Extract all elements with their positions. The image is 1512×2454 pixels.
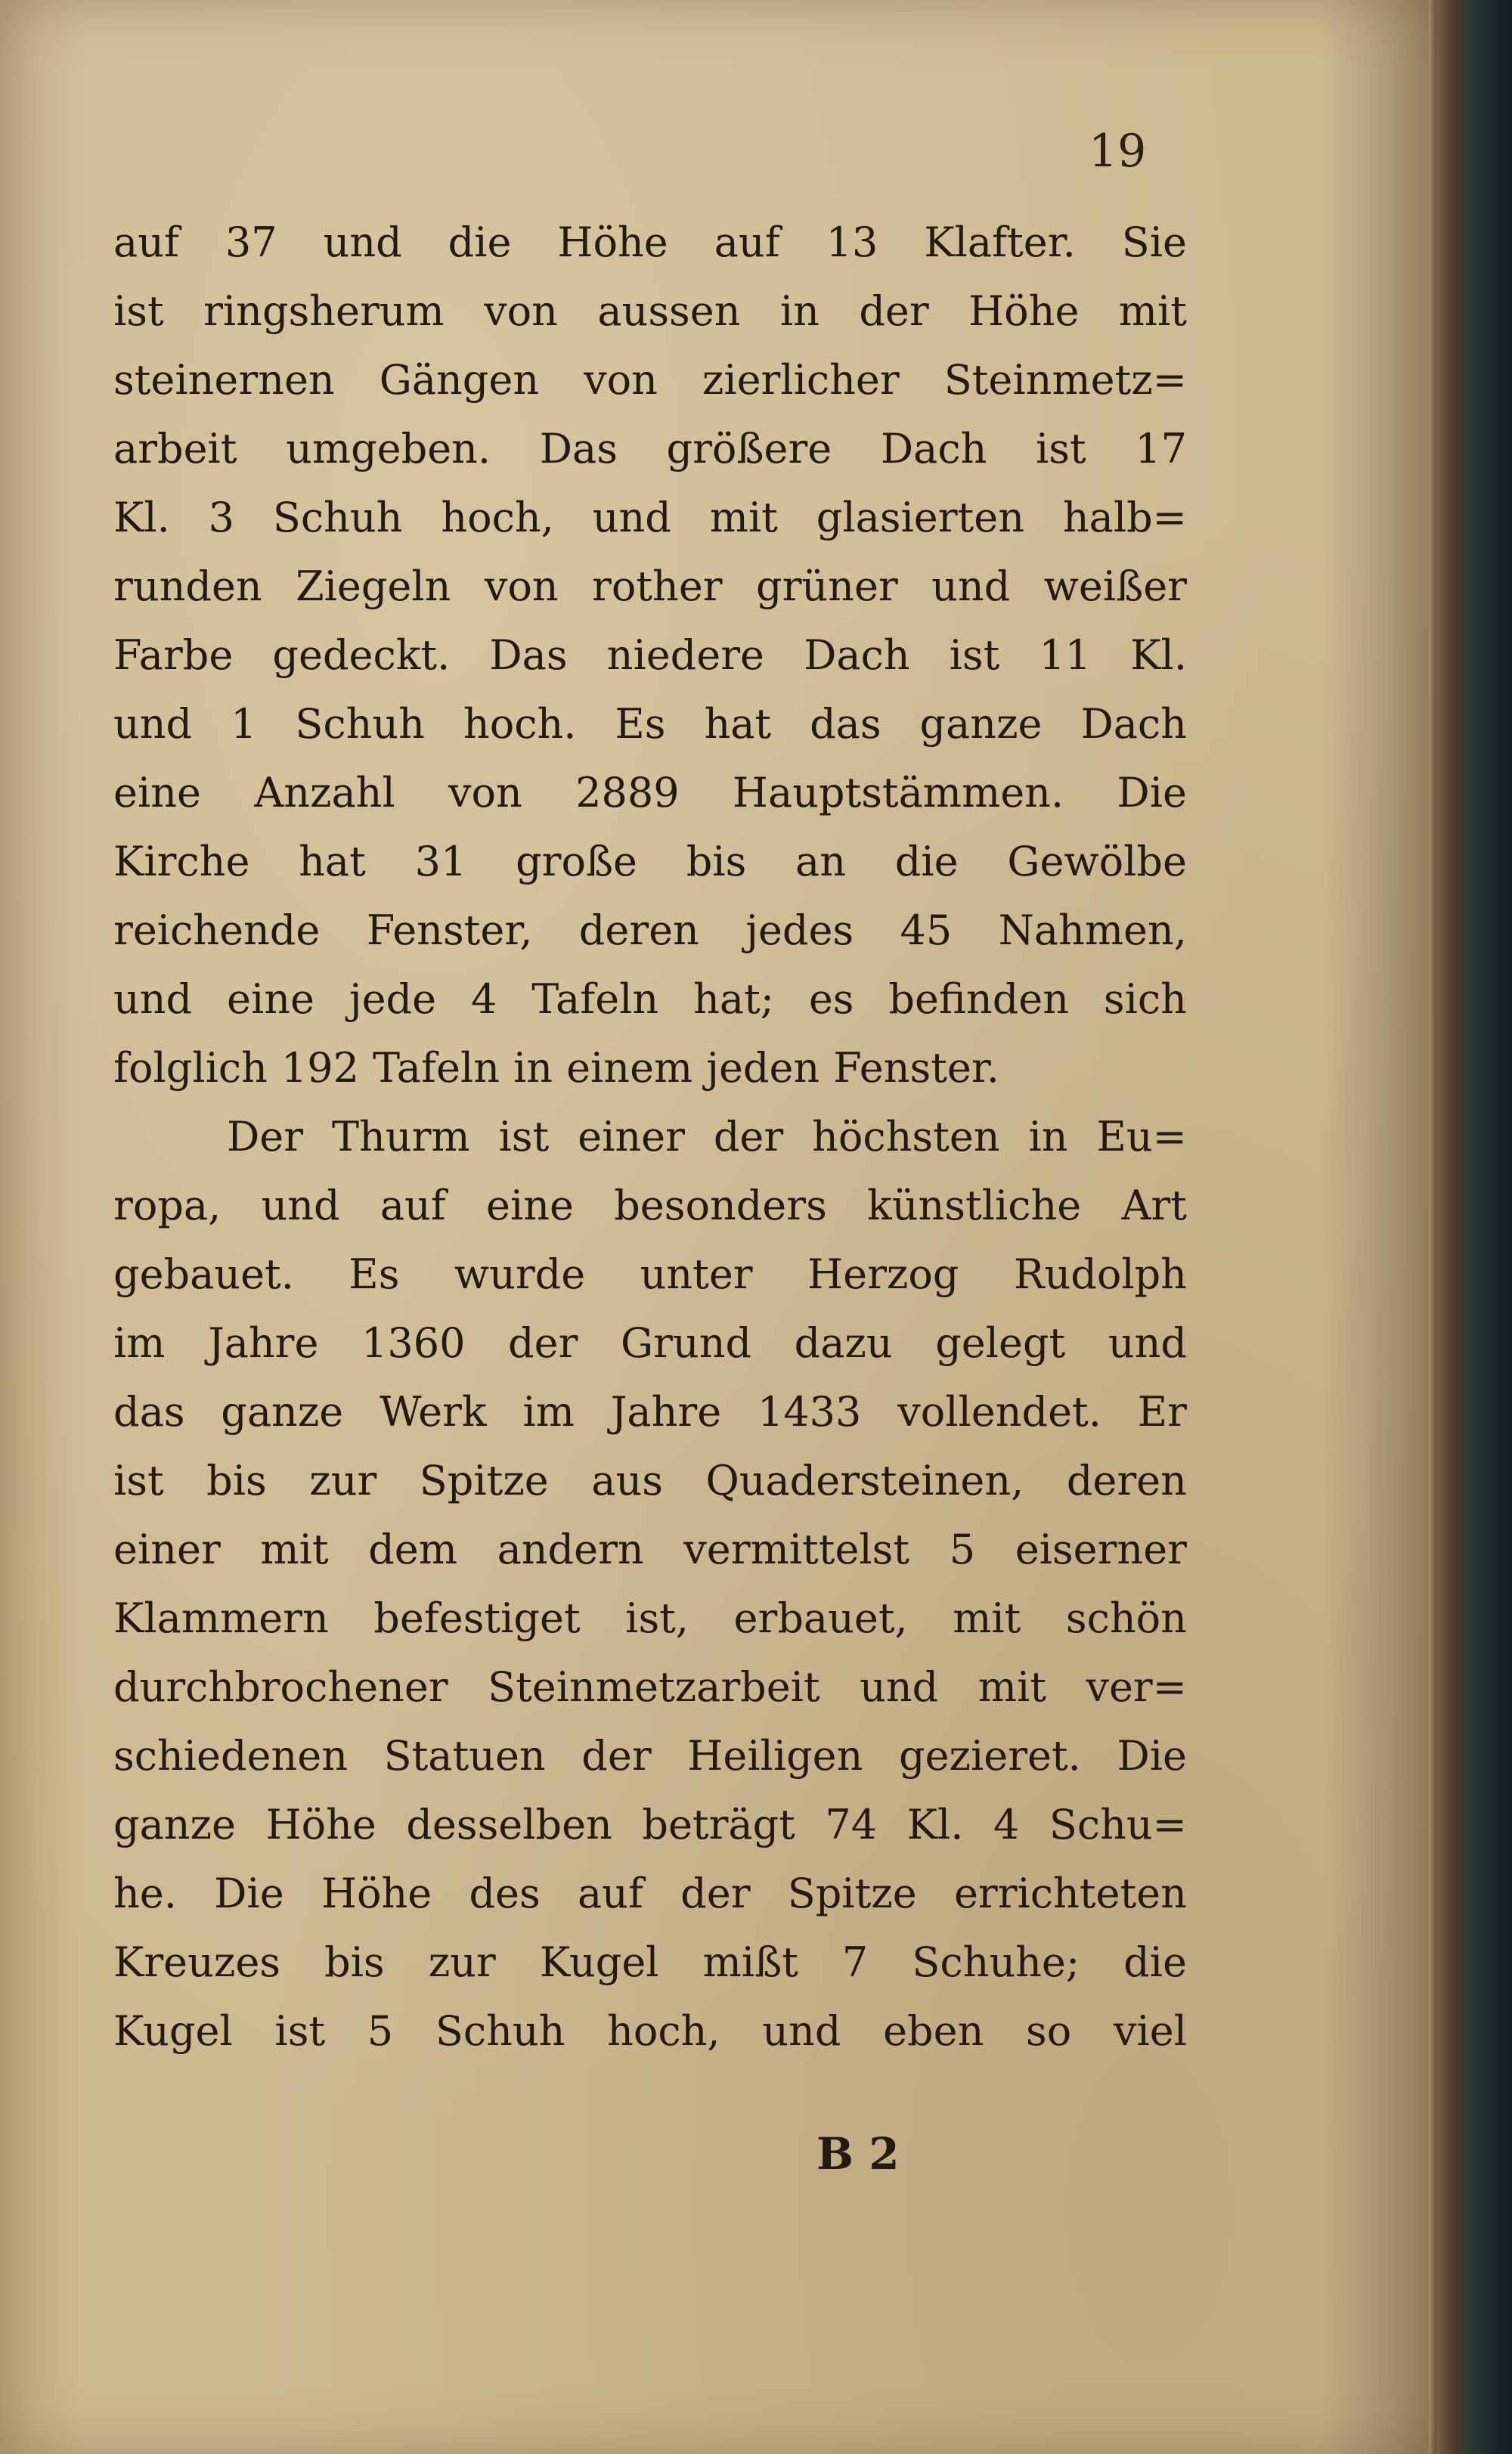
word: Höhe	[557, 218, 668, 266]
word: mit	[260, 1526, 329, 1573]
word: halb=	[1062, 494, 1187, 541]
word: von	[584, 356, 658, 404]
word: Dach	[804, 631, 910, 679]
word: im	[113, 1319, 166, 1367]
word: Die	[1117, 1732, 1187, 1780]
word: ist	[113, 1457, 164, 1504]
word: Tafeln	[372, 1044, 500, 1092]
word: und	[1108, 1319, 1187, 1367]
word: Herzog	[807, 1250, 959, 1298]
text-line	[113, 1240, 1187, 1309]
word: gelegt	[935, 1319, 1066, 1367]
text-line	[113, 552, 1187, 621]
word: 1433	[757, 1388, 862, 1436]
word: eine	[113, 769, 201, 816]
word: ist,	[625, 1594, 689, 1642]
word: umgeben.	[286, 425, 491, 473]
word: von	[484, 562, 559, 610]
text-line	[113, 1171, 1187, 1240]
word: im	[522, 1388, 575, 1436]
word: und	[860, 1663, 939, 1711]
word: Er	[1137, 1388, 1187, 1436]
word: arbeit	[113, 425, 237, 473]
word: eine	[486, 1182, 574, 1229]
word: aussen	[597, 287, 741, 335]
text-line	[113, 827, 1187, 896]
text-line	[113, 1309, 1187, 1377]
text-line	[113, 896, 1187, 965]
word: mit	[978, 1663, 1046, 1711]
word: folglich	[113, 1044, 268, 1092]
word: an	[795, 838, 847, 885]
word: Steinmetzarbeit	[488, 1663, 820, 1711]
word: Eu=	[1096, 1113, 1187, 1160]
word: 4	[993, 1801, 1020, 1848]
word: der	[859, 287, 929, 335]
word: Kl.	[113, 494, 170, 541]
word: wurde	[454, 1250, 586, 1298]
word: viel	[1113, 2007, 1187, 2055]
text-line	[113, 1102, 1187, 1171]
word: in	[1028, 1113, 1068, 1160]
word: Gewölbe	[1007, 838, 1187, 885]
word: 17	[1135, 425, 1187, 473]
word: zur	[428, 1938, 496, 1986]
word: die	[1123, 1938, 1187, 1986]
word: Spitze	[787, 1870, 917, 1917]
word: rother	[592, 562, 723, 610]
word: mit	[953, 1594, 1021, 1642]
word: auf	[577, 1870, 643, 1917]
text-line	[113, 1584, 1187, 1653]
word: Werk	[380, 1388, 487, 1436]
word: und	[931, 562, 1011, 610]
word: ist	[274, 2007, 326, 2055]
word: ganze	[113, 1801, 236, 1848]
word: Kirche	[113, 838, 250, 885]
word: gebauet.	[113, 1250, 294, 1298]
word: Fenster,	[366, 906, 533, 954]
word: andern	[497, 1526, 644, 1573]
signature-mark: B 2	[816, 2128, 900, 2180]
word: zur	[309, 1457, 377, 1504]
word: eiserner	[1015, 1526, 1187, 1573]
word: Schuh	[272, 494, 403, 541]
word: der	[713, 1113, 784, 1160]
word: ist	[1035, 425, 1086, 473]
text-line	[113, 1721, 1187, 1790]
word: 3	[208, 494, 235, 541]
word: die	[894, 838, 959, 885]
text-line	[113, 758, 1187, 827]
word: glasierten	[816, 494, 1024, 541]
word: schön	[1065, 1594, 1187, 1642]
word: beträgt	[642, 1801, 795, 1848]
word: reichende	[113, 906, 321, 954]
word: auf	[113, 218, 179, 266]
word: bis	[686, 838, 747, 885]
text-line	[113, 483, 1187, 552]
word: Schuhe;	[912, 1938, 1080, 1986]
word: hat	[704, 700, 772, 748]
text-line	[113, 689, 1187, 758]
word: 31	[414, 838, 467, 885]
word: 5	[949, 1526, 976, 1573]
word: 74	[825, 1801, 878, 1848]
word: jeden	[706, 1044, 820, 1092]
word: auf	[714, 218, 780, 266]
word: Die	[214, 1870, 284, 1917]
body-text	[113, 208, 1187, 2065]
word: hat;	[693, 975, 774, 1023]
word: Quadersteinen,	[705, 1457, 1024, 1504]
word: Schuh	[295, 700, 425, 748]
word: mißt	[702, 1938, 798, 1986]
word: Das	[539, 425, 618, 473]
word: Klammern	[113, 1594, 329, 1642]
word: es	[808, 975, 854, 1023]
word: 1360	[361, 1319, 466, 1367]
word: unter	[640, 1250, 753, 1298]
word: hat	[299, 838, 366, 885]
word: Dach	[880, 425, 987, 473]
word: deren	[578, 906, 699, 954]
word: eine	[227, 975, 314, 1023]
word: ganze	[919, 700, 1043, 748]
word: höchsten	[812, 1113, 1000, 1160]
word: besonders	[614, 1182, 827, 1229]
text-line	[113, 1377, 1187, 1446]
word: und	[113, 700, 193, 748]
word: und	[261, 1182, 340, 1229]
text-line	[113, 621, 1187, 689]
word: sich	[1103, 975, 1187, 1023]
word: deren	[1066, 1457, 1187, 1504]
word: Hauptstämmen.	[732, 769, 1064, 816]
word: Farbe	[113, 631, 234, 679]
word: aus	[591, 1457, 663, 1504]
word: auf	[380, 1182, 446, 1229]
word: Statuen	[383, 1732, 546, 1780]
text-line	[113, 345, 1187, 414]
word: Höhe	[968, 287, 1080, 335]
book-binding	[1436, 0, 1512, 2454]
word: Kreuzes	[113, 1938, 281, 1986]
word: Höhe	[265, 1801, 376, 1848]
word: und	[323, 218, 402, 266]
text-line	[113, 1997, 1187, 2065]
word: Kugel	[113, 2007, 233, 2055]
text-line	[113, 277, 1187, 345]
word: bis	[206, 1457, 267, 1504]
word: Es	[349, 1250, 400, 1298]
word: Anzahl	[254, 769, 395, 816]
word: steinernen	[113, 356, 335, 404]
word: bis	[324, 1938, 385, 1986]
word: 11	[1039, 631, 1092, 679]
word: mit	[1118, 287, 1187, 335]
word: Schuh	[435, 2007, 565, 2055]
word: 13	[826, 218, 878, 266]
word: so	[1026, 2007, 1072, 2055]
word: Schu=	[1049, 1801, 1187, 1848]
word: Jahre	[208, 1319, 319, 1367]
word: der	[680, 1870, 751, 1917]
word: dazu	[794, 1319, 893, 1367]
word: Kugel	[539, 1938, 659, 1986]
word: das	[113, 1388, 185, 1436]
word: 4	[470, 975, 497, 1023]
word: Gängen	[379, 356, 540, 404]
word: hoch,	[607, 2007, 720, 2055]
word: einem	[566, 1044, 693, 1092]
word: 7	[841, 1938, 869, 1986]
word: einer	[113, 1526, 221, 1573]
word: Art	[1121, 1182, 1187, 1229]
word: in	[779, 287, 820, 335]
word: große	[516, 838, 637, 885]
word: Fenster.	[833, 1044, 999, 1092]
word: Höhe	[321, 1870, 432, 1917]
word: vermittelst	[683, 1526, 910, 1573]
word: 1	[231, 700, 257, 748]
word: Grund	[620, 1319, 752, 1367]
word: durchbrochener	[113, 1663, 448, 1711]
word: ist	[498, 1113, 550, 1160]
word: gedeckt.	[272, 631, 451, 679]
word: errichteten	[953, 1870, 1187, 1917]
word: 5	[367, 2007, 394, 2055]
word: zierlicher	[702, 356, 900, 404]
word: von	[448, 769, 522, 816]
word: Klafter.	[924, 218, 1076, 266]
word: ist	[949, 631, 1000, 679]
text-line	[113, 414, 1187, 483]
word: ropa,	[113, 1182, 222, 1229]
word: jedes	[745, 906, 854, 954]
word: befestiget	[373, 1594, 581, 1642]
text-line	[113, 1515, 1187, 1584]
word: Dach	[1080, 700, 1187, 748]
word: Das	[489, 631, 568, 679]
text-line	[113, 208, 1187, 277]
word: größere	[666, 425, 832, 473]
word: ist	[113, 287, 164, 335]
word: Kl.	[1130, 631, 1187, 679]
word: befinden	[888, 975, 1069, 1023]
word: Nahmen,	[998, 906, 1187, 954]
word: Heiligen	[687, 1732, 863, 1780]
word: Es	[615, 700, 666, 748]
word: desselben	[406, 1801, 612, 1848]
word: Jahre	[610, 1388, 722, 1436]
word: Spitze	[419, 1457, 549, 1504]
word: erbauet,	[733, 1594, 908, 1642]
word: Der	[227, 1113, 304, 1160]
word: Die	[1117, 769, 1187, 816]
word: in	[513, 1044, 553, 1092]
word: von	[484, 287, 558, 335]
word: 2889	[575, 769, 680, 816]
word: schiedenen	[113, 1732, 348, 1780]
word: he.	[113, 1870, 177, 1917]
word: einer	[578, 1113, 685, 1160]
word: künstliche	[867, 1182, 1082, 1229]
word: Steinmetz=	[943, 356, 1187, 404]
word: Tafeln	[531, 975, 659, 1023]
text-line	[113, 1653, 1187, 1721]
word: 192	[280, 1044, 359, 1092]
text-line	[113, 1033, 1187, 1102]
word: und	[762, 2007, 841, 2055]
text-line	[113, 965, 1187, 1033]
word: die	[448, 218, 512, 266]
word: eben	[883, 2007, 984, 2055]
word: jede	[349, 975, 437, 1023]
word: ganze	[221, 1388, 344, 1436]
word: weißer	[1043, 562, 1187, 610]
word: 45	[900, 906, 953, 954]
word: der	[581, 1732, 652, 1780]
word: Rudolph	[1013, 1250, 1187, 1298]
text-line	[113, 1859, 1187, 1928]
word: grüner	[756, 562, 898, 610]
text-line	[113, 1790, 1187, 1859]
word: Sie	[1121, 218, 1187, 266]
word: 37	[225, 218, 277, 266]
word: hoch.	[463, 700, 577, 748]
word: Kl.	[906, 1801, 964, 1848]
page-number: 19	[1089, 125, 1147, 178]
word: ver=	[1086, 1663, 1187, 1711]
word: hoch,	[441, 494, 554, 541]
word: vollendet.	[897, 1388, 1101, 1436]
word: niedere	[606, 631, 764, 679]
word: Ziegeln	[296, 562, 451, 610]
word: mit	[709, 494, 778, 541]
word: gezieret.	[899, 1732, 1081, 1780]
word: runden	[113, 562, 262, 610]
word: und	[592, 494, 671, 541]
word: ringsherum	[203, 287, 445, 335]
word: Thurm	[332, 1113, 470, 1160]
word: dem	[368, 1526, 457, 1573]
word: des	[469, 1870, 541, 1917]
word: der	[508, 1319, 578, 1367]
word: das	[810, 700, 881, 748]
word: und	[113, 975, 193, 1023]
text-line	[113, 1446, 1187, 1515]
text-line	[113, 1928, 1187, 1997]
